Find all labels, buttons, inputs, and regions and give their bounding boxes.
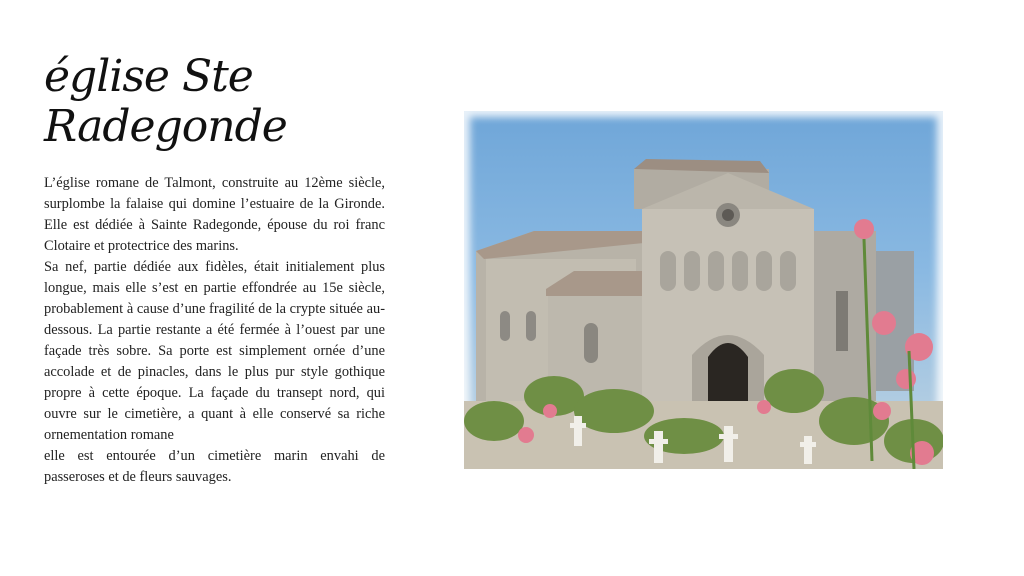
paragraph-history: Sa nef, partie dédiée aux fidèles, était initialement plus longue, mais elle s’est en partie effondrée au 15e siècle, probablement à cause d’une fragilité de la crypte située au-dessous. La partie restante a été fermée à l’ouest par une façade très sobre. Sa porte est simplement ornée d’une accolade et de pinacles, dans le plus pur style gothique propre à cette époque. La façade du transept nord, qui ouvre sur le cimetière, a quant à elle conservé sa riche ornementation romane xyxy=(44,259,385,443)
body-text xyxy=(44,173,385,488)
church-photo xyxy=(464,111,943,469)
paragraph-intro: L’église romane de Talmont, construite au 12ème siècle, surplombe la falaise qui domine l’estuaire de la Gironde. Elle est dédiée à Sainte Radegonde, épouse du roi franc Clotaire et protectrice des marins. xyxy=(44,175,385,254)
slide-title: église Ste Radegonde xyxy=(44,51,287,152)
paragraph-cemetery: elle est entourée d’un cimetière marin envahi de passeroses et de fleurs sauvages. xyxy=(44,448,385,485)
church-illustration xyxy=(464,111,943,469)
